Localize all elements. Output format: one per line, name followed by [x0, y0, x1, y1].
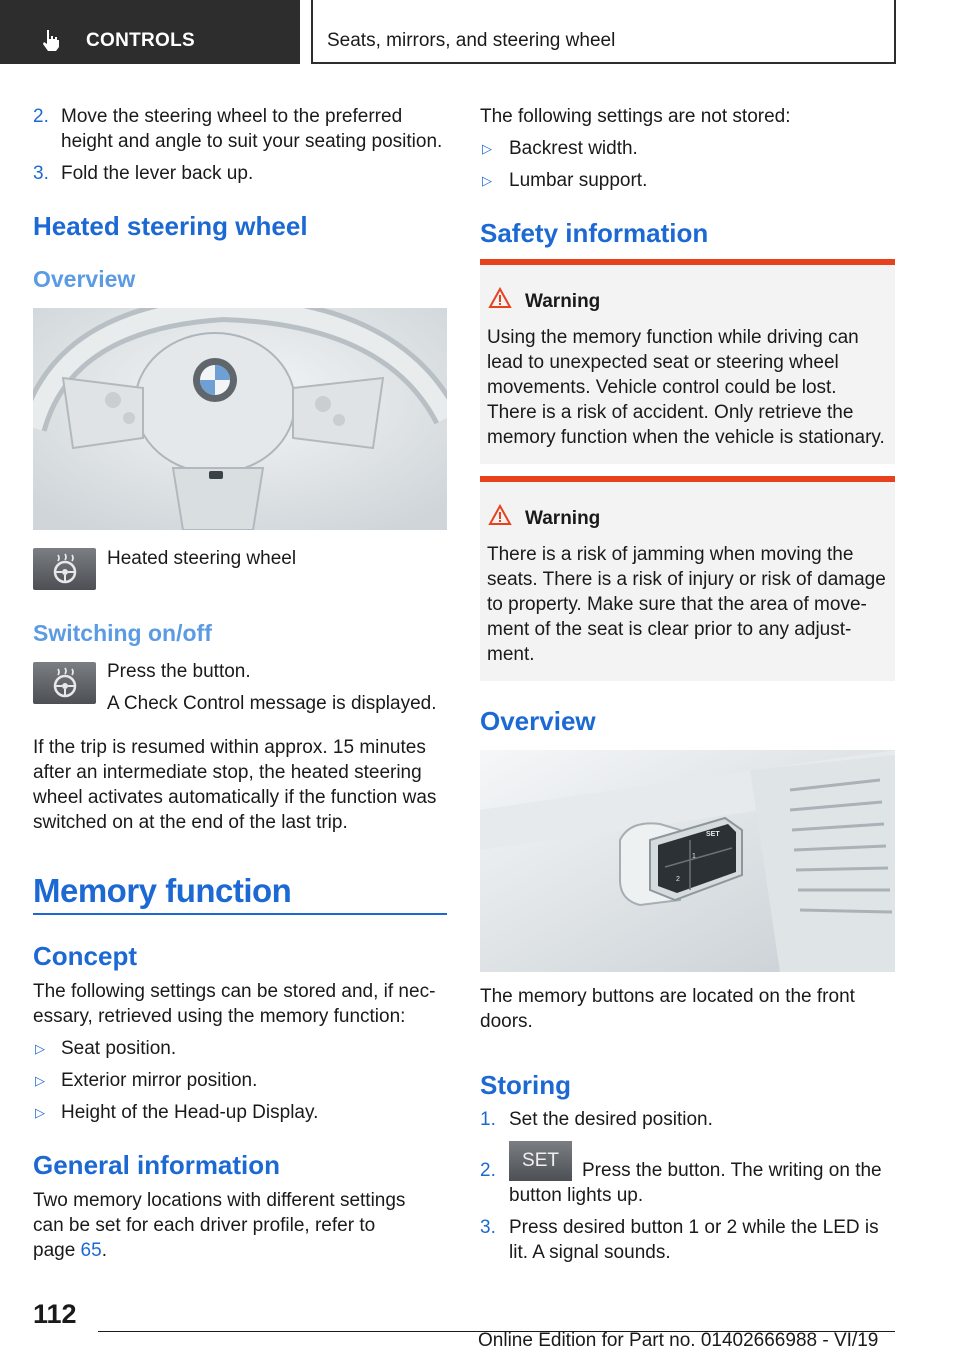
steering-wheel-image: [33, 308, 447, 530]
body-text: after an intermediate stop, the heated steering: [33, 762, 422, 783]
warning-text: ment of the seat is clear prior to any adjust-: [487, 619, 852, 640]
list-item: Backrest width.: [509, 138, 638, 159]
bullet-triangle-icon: ▷: [482, 141, 492, 156]
step-text: Press the button. The writing on the: [582, 1160, 882, 1181]
step-text: Move the steering wheel to the preferred: [61, 106, 403, 127]
warning-box: [480, 259, 895, 464]
step-text: Fold the lever back up.: [61, 163, 254, 184]
warning-triangle-icon: [488, 287, 512, 309]
page-ref-suffix: .: [101, 1240, 107, 1261]
warning-text: ment.: [487, 644, 535, 665]
bullet-triangle-icon: ▷: [35, 1073, 45, 1088]
heading-overview: Overview: [33, 266, 136, 292]
list-item: Exterior mirror position.: [61, 1070, 258, 1091]
list-item: Seat position.: [61, 1038, 177, 1059]
heading-overview: Overview: [480, 706, 596, 736]
body-text: The following settings are not stored:: [480, 106, 791, 127]
bullet-triangle-icon: ▷: [482, 173, 492, 188]
body-text: essary, retrieved using the memory function:: [33, 1006, 406, 1027]
step-number: 3.: [480, 1217, 496, 1238]
heading-concept: Concept: [33, 941, 137, 971]
heading-memory-function: Memory function: [33, 872, 292, 909]
memory-key-1-label: 1: [692, 853, 696, 860]
step-number: 3.: [33, 163, 49, 184]
step-number: 2.: [480, 1160, 496, 1181]
step-number: 1.: [480, 1109, 496, 1130]
step-text: lit. A signal sounds.: [509, 1242, 671, 1263]
body-text: The following settings can be stored and, if nec-: [33, 981, 436, 1002]
chapter-title: CONTROLS: [86, 30, 196, 51]
body-text: The memory buttons are located on the front: [480, 986, 855, 1007]
step-text: Set the desired position.: [509, 1109, 713, 1130]
warning-title: Warning: [525, 291, 601, 312]
page-reference-link[interactable]: 65: [80, 1240, 102, 1261]
bullet-triangle-icon: ▷: [35, 1041, 45, 1056]
warning-text: memory function when the vehicle is stationary.: [487, 427, 885, 448]
body-text: If the trip is resumed within approx. 15 minutes: [33, 737, 426, 758]
page-ref-prefix: page: [33, 1240, 81, 1261]
body-text: switched on at the end of the last trip.: [33, 812, 348, 833]
page-number: 112: [33, 1299, 77, 1329]
edition-text: Online Edition for Part no. 01402666988 - VI/19: [478, 1330, 879, 1351]
memory-buttons-image: [480, 750, 895, 972]
heading-underline: [33, 913, 447, 915]
warning-box: [480, 476, 895, 681]
warning-text: There is a risk of jamming when moving the: [487, 544, 854, 565]
hand-pointer-icon: [40, 28, 62, 52]
body-text: Two memory locations with different settings: [33, 1190, 406, 1211]
memory-key-2-label: 2: [676, 876, 680, 883]
warning-title: Warning: [525, 508, 601, 529]
warning-text: There is a risk of accident. Only retrieve the: [487, 402, 854, 423]
list-item: Lumbar support.: [509, 170, 648, 191]
set-button-label: SET: [522, 1150, 559, 1171]
heading-switching-on-off: Switching on/off: [33, 620, 212, 646]
warning-text: seats. There is a risk of injury or risk of damage: [487, 569, 886, 590]
heading-safety-information: Safety information: [480, 218, 709, 248]
body-text: [33, 1238, 107, 1263]
set-button-icon: [509, 1141, 572, 1181]
step-number: 2.: [33, 106, 49, 127]
heading-heated-steering-wheel: Heated steering wheel: [33, 211, 308, 241]
heading-general-information: General information: [33, 1150, 281, 1180]
warning-text: Using the memory function while driving can: [487, 327, 859, 348]
section-title: Seats, mirrors, and steering wheel: [327, 30, 616, 51]
bullet-triangle-icon: ▷: [35, 1105, 45, 1120]
step-text: button lights up.: [509, 1185, 644, 1206]
heated-steering-wheel-button-icon: [33, 662, 96, 704]
heading-storing: Storing: [480, 1070, 571, 1100]
icon-caption: Heated steering wheel: [107, 548, 297, 569]
heated-steering-wheel-button-icon: [33, 548, 96, 590]
step-text: height and angle to suit your seating position.: [61, 131, 443, 152]
body-text: doors.: [480, 1011, 533, 1032]
chapter-tab: [0, 0, 300, 64]
warning-text: to property. Make sure that the area of move-: [487, 594, 867, 615]
list-item: Height of the Head-up Display.: [61, 1102, 319, 1123]
instruction-text: Press the button.: [107, 661, 251, 682]
set-key-label: SET: [706, 831, 720, 838]
step-text: Press desired button 1 or 2 while the LED is: [509, 1217, 879, 1238]
warning-text: movements. Vehicle control could be lost.: [487, 377, 837, 398]
warning-triangle-icon: [488, 504, 512, 526]
warning-text: lead to unexpected seat or steering wheel: [487, 352, 839, 373]
body-text: can be set for each driver profile, refer to: [33, 1215, 376, 1236]
page-header: [0, 0, 960, 66]
instruction-text: A Check Control message is displayed.: [107, 693, 437, 714]
body-text: wheel activates automatically if the function was: [33, 787, 437, 808]
section-tab: [311, 0, 896, 64]
